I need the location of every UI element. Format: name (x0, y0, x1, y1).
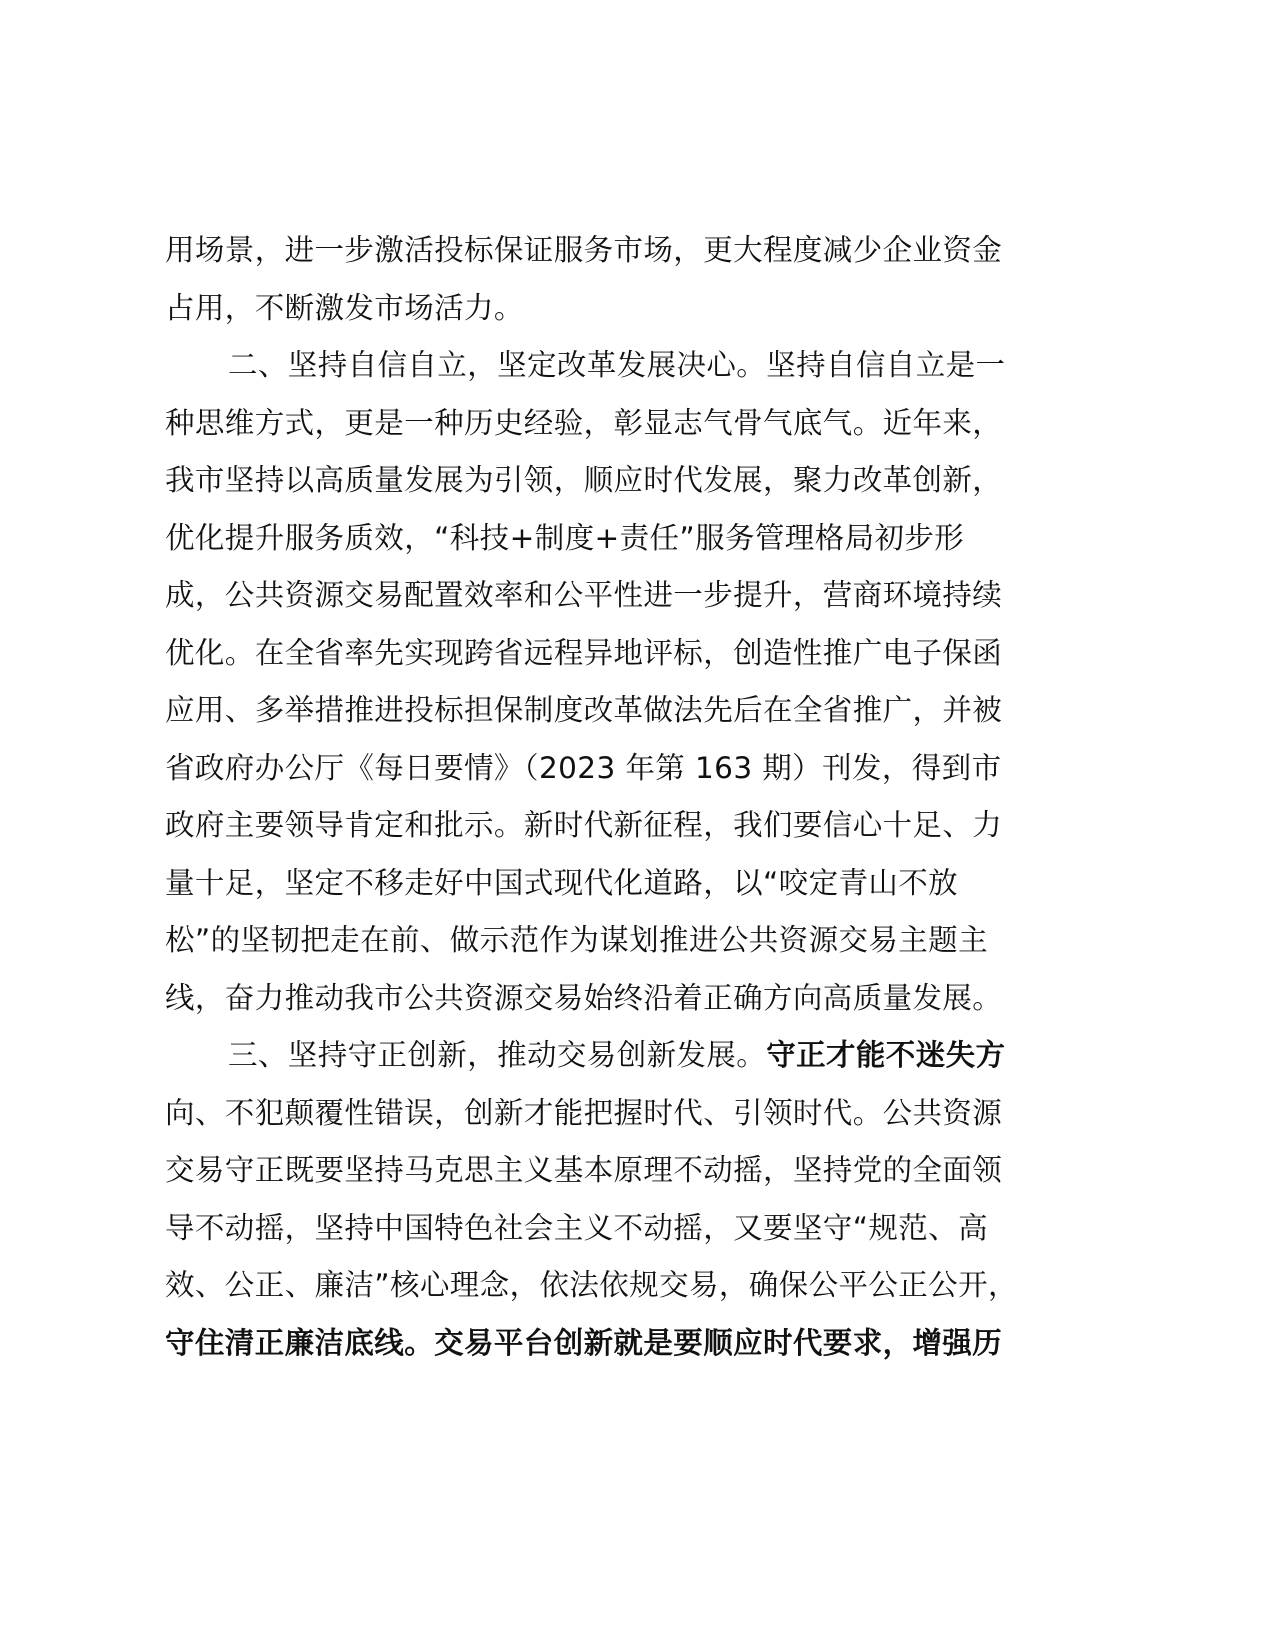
text-line: 占用，不断激发市场活力。 (165, 290, 524, 325)
text-line: 我市坚持以高质量发展为引领，顺应时代发展，聚力改革创新， (165, 463, 1003, 497)
text-line: 优化提升服务质效，“科技+制度+责任”服务管理格局初步形 (165, 520, 965, 555)
text-line: 线，奋力推动我市公共资源交易始终沿着正确方向高质量发展。 (165, 980, 1003, 1015)
section-2-first-line: 二、坚持自信自立，坚定改革发展决心。坚持自信自立是一 (228, 348, 1006, 382)
text-line: 量十足，坚定不移走好中国式现代化道路，以“咬定青山不放 (165, 865, 959, 900)
section-3-heading: 三、坚持守正创新，推动交易创新发展。 (228, 1038, 767, 1072)
text-line: 政府主要领导肯定和批示。新时代新征程，我们要信心十足、力 (165, 808, 1003, 842)
section-3-emphasis: 守正才能不迷失方 (766, 1038, 1006, 1072)
text-line: 种思维方式，更是一种历史经验，彰显志气骨气底气。近年来， (165, 405, 1003, 440)
text-line: 用场景，进一步激活投标保证服务市场，更大程度减少企业资金 (165, 233, 1003, 267)
text-line: 应用、多举措推进投标担保制度改革做法先后在全省推广，并被 (165, 693, 1003, 727)
text-line: 省政府办公厅《每日要情》（2023 年第 163 期）刊发，得到市 (165, 750, 1002, 785)
section-3-first-line (165, 1027, 1125, 1085)
body-text (165, 222, 1125, 1372)
text-line-emphasis: 守住清正廉洁底线。交易平台创新就是要顺应时代要求，增强历 (165, 1325, 1003, 1360)
text-line: 效、公正、廉洁”核心理念，依法依规交易，确保公平公正公开， (165, 1268, 1018, 1302)
text-line: 优化。在全省率先实现跨省远程异地评标，创造性推广电子保函 (165, 635, 1003, 670)
text-line: 导不动摇，坚持中国特色社会主义不动摇，又要坚守“规范、高 (165, 1210, 988, 1245)
text-line: 向、不犯颠覆性错误，创新才能把握时代、引领时代。公共资源 (165, 1095, 1003, 1130)
text-line: 交易守正既要坚持马克思主义基本原理不动摇，坚持党的全面领 (165, 1153, 1003, 1187)
text-line: 松”的坚韧把走在前、做示范作为谋划推进公共资源交易主题主 (165, 923, 988, 957)
text-line: 成，公共资源交易配置效率和公平性进一步提升，营商环境持续 (165, 578, 1003, 612)
